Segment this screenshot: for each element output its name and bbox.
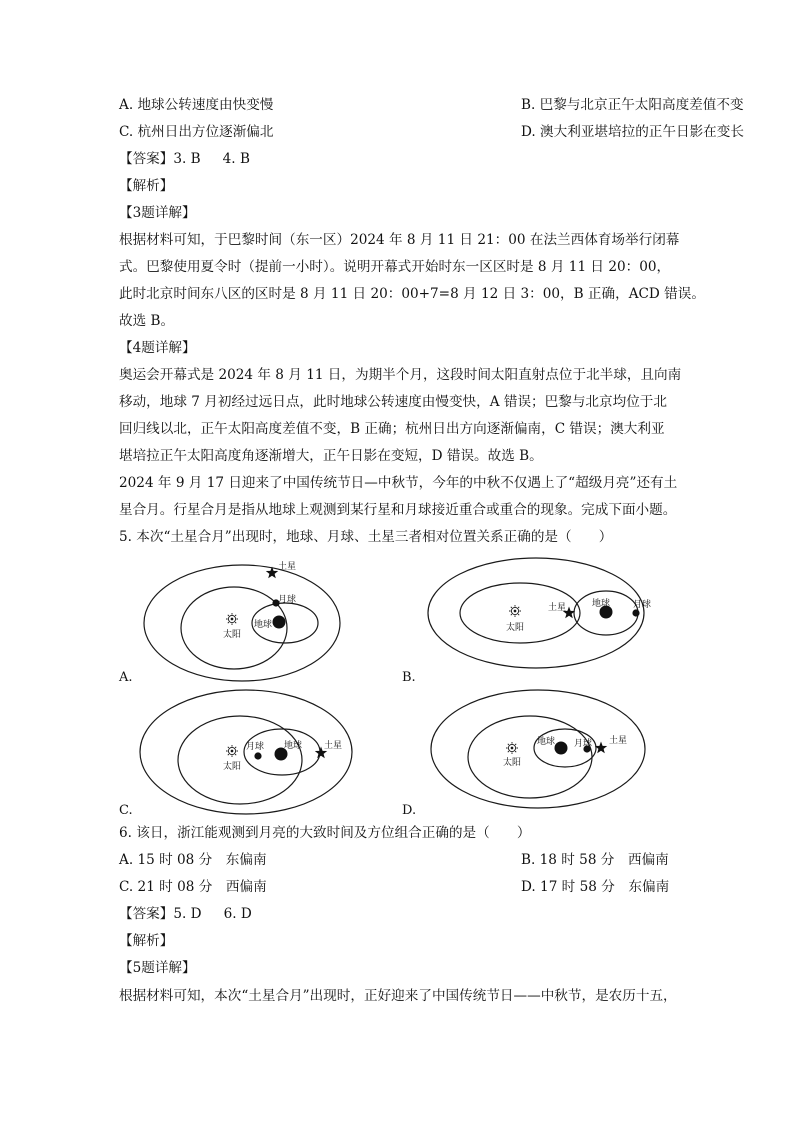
q3-text-line: 式。巴黎使用夏令时（提前一小时）。说明开幕式开始时东一区区时是 8 月 11 日 20：00， — [119, 259, 671, 275]
saturn-orbit — [431, 690, 645, 808]
sun-label: 太阳 — [223, 630, 242, 640]
q5-detail-label: 【5题详解】 — [119, 960, 196, 976]
sun-label: 太阳 — [503, 758, 522, 768]
material-text-line: 星合月。行星合月是指从地球上观测到某行星和月球接近重合或重合的现象。完成下面小题。 — [119, 502, 677, 518]
q6-option-c: C. 21 时 08 分 西偏南 — [119, 879, 267, 895]
q6-option-b: B. 18 时 58 分 西偏南 — [521, 852, 669, 868]
q4-option-a: A. 地球公转速度由快变慢 — [119, 97, 274, 113]
saturn-label: 土星 — [278, 562, 297, 572]
answer-second-1: 4. B — [222, 151, 250, 167]
q4-text-line: 移动，地球 7 月初经过远日点，此时地球公转速度由慢变快，A 错误；巴黎与北京均位于北 — [119, 394, 667, 410]
q4-option-row-2 — [119, 123, 744, 141]
diagram-option-c: C. — [119, 803, 133, 818]
moon-label: 月球 — [574, 739, 593, 749]
analysis-label-2: 【解析】 — [119, 933, 174, 949]
saturn-star-icon — [595, 742, 607, 754]
analysis-label-1: 【解析】 — [119, 178, 174, 194]
sun-icon — [509, 605, 521, 617]
sun-icon — [506, 742, 518, 754]
earth-label: 地球 — [254, 620, 273, 630]
q6-option-row-2 — [119, 878, 670, 896]
earth-label: 地球 — [537, 737, 556, 747]
orbit-diagrams — [0, 555, 794, 845]
q4-option-row-1 — [119, 96, 744, 114]
q6-option-row-1 — [119, 851, 669, 869]
q4-option-b: B. 巴黎与北京正午太阳高度差值不变 — [521, 97, 744, 113]
diagram-option-d: D. — [402, 803, 417, 818]
q4-text-line: 奥运会开幕式是 2024 年 8 月 11 日，为期半个月，这段时间太阳直射点位于北半球，且向南 — [119, 367, 682, 383]
q3-text-line: 故选 B。 — [119, 313, 175, 329]
q3-detail-label: 【3题详解】 — [119, 205, 196, 221]
earth-dot — [273, 616, 286, 629]
diagram-option-b: B. — [402, 670, 416, 685]
saturn-label: 土星 — [324, 741, 343, 751]
answer-label-2: 【答案】5. D — [119, 906, 202, 922]
q6-option-d: D. 17 时 58 分 东偏南 — [521, 879, 670, 895]
moon-dot — [632, 609, 639, 616]
answer-line-2 — [119, 905, 252, 923]
q6-stem: 6. 该日，浙江能观测到月亮的大致时间及方位组合正确的是（ ） — [119, 825, 531, 841]
moon-dot — [254, 752, 261, 759]
answer-second-2: 6. D — [223, 906, 252, 922]
q4-text-line: 回归线以北，正午太阳高度差值不变，B 正确；杭州日出方向逐渐偏南，C 错误；澳大利亚 — [119, 421, 665, 437]
sun-icon — [226, 613, 238, 625]
q4-text-line: 堪培拉正午太阳高度角逐渐增大，正午日影在变短，D 错误。故选 B。 — [119, 448, 543, 464]
diagram-a — [144, 565, 340, 681]
diagram-option-a: A. — [119, 670, 133, 685]
moon-label: 月球 — [278, 595, 297, 605]
answer-label-1: 【答案】3. B — [119, 151, 201, 167]
q3-text-line: 此时北京时间东八区的区时是 8 月 11 日 20：00+7=8 月 12 日 3：00，B 正确，ACD 错误。 — [119, 286, 705, 302]
q4-detail-label: 【4题详解】 — [119, 340, 196, 356]
q5-text-line: 根据材料可知，本次“土星合月”出现时，正好迎来了中国传统节日——中秋节，是农历十五， — [119, 988, 677, 1004]
material-text-line: 2024 年 9 月 17 日迎来了中国传统节日—中秋节，今年的中秋不仅遇上了“超级月亮”还有土 — [119, 475, 678, 491]
earth-dot — [555, 742, 568, 755]
sun-label: 太阳 — [506, 623, 525, 633]
saturn-label: 土星 — [548, 603, 567, 613]
moon-label: 月球 — [633, 600, 652, 610]
moon-label: 月球 — [246, 742, 265, 752]
saturn-orbit — [144, 565, 340, 681]
earth-label: 地球 — [284, 741, 303, 751]
sun-icon — [226, 745, 238, 757]
q4-option-d: D. 澳大利亚堪培拉的正午日影在变长 — [521, 124, 744, 140]
answer-line-1 — [119, 150, 250, 168]
earth-orbit — [468, 716, 592, 798]
earth-label: 地球 — [592, 599, 611, 609]
diagram-d — [431, 690, 645, 808]
earth-orbit — [460, 583, 580, 643]
q6-option-a: A. 15 时 08 分 东偏南 — [119, 852, 267, 868]
saturn-label: 土星 — [609, 736, 628, 746]
q3-text-line: 根据材料可知，于巴黎时间（东一区）2024 年 8 月 11 日 21：00 在法兰西体育场举行闭幕 — [119, 232, 680, 248]
q5-stem: 5. 本次“土星合月”出现时，地球、月球、土星三者相对位置关系正确的是（ ） — [119, 529, 613, 545]
sun-label: 太阳 — [223, 762, 242, 772]
q4-option-c: C. 杭州日出方位逐渐偏北 — [119, 124, 274, 140]
